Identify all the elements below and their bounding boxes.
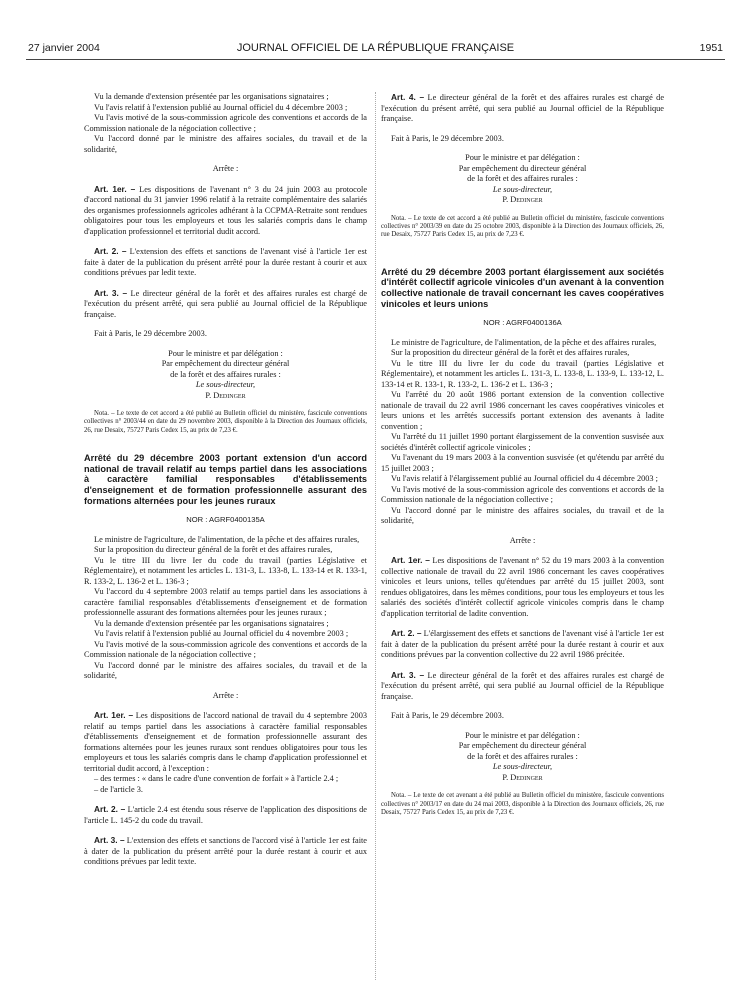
decree-title: Arrêté du 29 décembre 2003 portant élargissement aux sociétés d'intérêt collectif agricole vinicoles d'un avenant à la convention collective nationale de travail concernant les caves coopératives vinicoles et leurs unions: [381, 266, 664, 309]
article-label: Art. 1er. –: [94, 710, 134, 721]
article-label: Art. 3. –: [391, 669, 425, 680]
visa: Vu l'avis motivé de la sous-commission agricole des conventions et accords de la Commission nationale de la négociation collective ;: [84, 639, 367, 660]
article-label: Art. 1er. –: [94, 183, 136, 194]
visa: Vu la demande d'extension présentée par les organisations signataires ;: [94, 92, 329, 101]
article-label: Art. 4. –: [391, 92, 425, 102]
article-text: L'extension des effets et sanctions de l'accord visé à l'article 1er est faite à dater de la publication du présent arrêté pour la durée restant à courir et aux conditions prévues par ledit texte.: [84, 836, 367, 867]
visa: Vu l'avis relatif à l'extension publié au Journal officiel du 4 décembre 2003 ;: [94, 102, 348, 112]
visa: Vu l'avis motivé de la sous-commission agricole des conventions et accords de la Commission nationale de la négociation collective ;: [381, 484, 664, 505]
signature-line: Pour le ministre et par délégation :: [465, 730, 580, 740]
article-label: Art. 3. –: [94, 287, 128, 298]
signature-line: Par empêchement du directeur général: [161, 359, 290, 368]
fait-line: Fait à Paris, le 29 décembre 2003.: [94, 329, 207, 338]
signature-title: Le sous-directeur,: [195, 380, 256, 389]
signature-line: Pour le ministre et par délégation :: [168, 348, 283, 358]
visa: Vu l'avis relatif à l'extension publié au Journal officiel du 4 novembre 2003 ;: [94, 629, 349, 639]
signature-name: P. Dedinger: [205, 390, 246, 400]
fait-line: Fait à Paris, le 29 décembre 2003.: [391, 133, 504, 143]
article: [84, 246, 367, 279]
article-label: Art. 2. –: [391, 628, 422, 639]
visa: Vu l'accord donné par le ministre des affaires sociales, du travail et de la solidarité,: [381, 505, 664, 526]
article-text: L'article 2.4 est étendu sous réserve de l'application des dispositions de l'article L. 145-2 du code du travail.: [84, 805, 367, 825]
nota: Nota. – Le texte de cet avenant a été publié au Bulletin officiel du ministère, fascicule conventions collectives n° 2003/17 en date du 24 mai 2003, disponible à la Direction des Journaux officiels, 26, rue Desaix, 75727 Paris Cedex 15, au prix de 7,23 €.: [381, 792, 664, 816]
signature-name: P. Dedinger: [502, 772, 543, 782]
article: [84, 804, 367, 826]
arrete-heading: Arrête :: [509, 535, 536, 545]
article: [381, 628, 664, 661]
article: [84, 288, 367, 321]
intro: Le ministre de l'agriculture, de l'alimentation, de la pêche et des affaires rurales,: [391, 337, 657, 347]
signature-name: P. Dedinger: [502, 195, 543, 204]
article-text: Le directeur général de la forêt et des affaires rurales est chargé de l'exécution du présent arrêté, qui sera publié au Journal officiel de la République française.: [381, 670, 664, 701]
visa: Sur la proposition du directeur général de la forêt et des affaires rurales,: [94, 545, 333, 555]
article-text: Les dispositions de l'avenant n° 3 du 24 juin 2003 au protocole d'accord national du 31 janvier 1996 relatif à la retraite complémentaire des salariés des organismes professionnels agricoles adhérant à la CCPMA-Retraite sont rendues obligatoires pour tous les employeurs et tous les salariés compris dans le champ d'application professionnel et territorial dudit accord.: [84, 184, 367, 236]
article-text: L'élargissement des effets et sanctions de l'avenant visé à l'article 1er est fait à dater de la publication du présent arrêté pour la durée restant à courir et aux conditions prévues par la convention collective du 22 avril 1986 précitée.: [381, 629, 664, 660]
visa: Vu l'accord donné par le ministre des affaires sociales, du travail et de la solidarité,: [84, 134, 367, 154]
article: [381, 92, 664, 125]
right-column: [381, 92, 664, 817]
visa: Vu l'arrêté du 20 août 1986 portant extension de la convention collective nationale de travail du 22 avril 1986 concernant les caves coopératives vinicoles et leurs unions et les arrêtés successifs portant extension des avenants à ladite convention ;: [381, 390, 664, 431]
signature-line: Par empêchement du directeur général: [458, 741, 587, 751]
header-page-number: 1951: [699, 42, 723, 54]
visa: Vu l'accord du 4 septembre 2003 relatif au temps partiel dans les associations à caractère familial responsables d'établissements d'enseignement et de formation professionnelle assurant des formations alternées pour les jeunes ruraux ;: [84, 587, 367, 618]
arrete-heading: Arrête :: [212, 690, 239, 700]
article-label: Art. 1er. –: [391, 555, 430, 566]
nota: Nota. – Le texte de cet accord a été publié au Bulletin officiel du ministère, fascicule conventions collectives n° 2003/44 en date du 29 novembre 2003, disponible à la Direction des Journaux officiels, 26, rue Desaix, 75727 Paris Cedex 15, au prix de 7,23 €.: [84, 410, 367, 434]
signature-line: de la forêt et des affaires rurales :: [170, 369, 281, 379]
arrete-heading: Arrête :: [212, 164, 239, 173]
visa: Vu le titre III du livre Ier du code du travail (parties Législative et Réglementaire), et notamment les articles L. 131-3, L. 133-8, L. 133-9, L. 133-12, L. 133-14 et R. 133-1, R. 133-2, L. 136-2 et L. 136-3 ;: [381, 358, 664, 389]
exception-item: – de l'article 3.: [94, 784, 143, 794]
left-column: [84, 92, 367, 868]
visa: Sur la proposition du directeur général de la forêt et des affaires rurales,: [391, 348, 630, 358]
article-text: Le directeur général de la forêt et des affaires rurales est chargé de l'exécution du présent arrêté, qui sera publié au Journal officiel de la République française.: [381, 93, 664, 123]
page-header: [28, 42, 723, 56]
intro: Le ministre de l'agriculture, de l'alimentation, de la pêche et des affaires rurales,: [94, 534, 360, 544]
visa: Vu le titre III du livre Ier du code du travail (parties Législative et Réglementaire), et notamment les articles L. 131-3, L. 133-8, L. 133-14 et R. 133-1, R. 133-2, L. 136-2 et L. 136-3 ;: [84, 555, 367, 586]
article-text: Les dispositions de l'accord national de travail du 4 septembre 2003 relatif au temps partiel dans les associations à caractère familial responsables d'établissements d'enseignement et de formation professionnelle assurant des formations alternées pour les jeunes ruraux sont rendues obligatoires pour tous les employeurs et tous les salariés compris dans le champ d'application professionnel et territorial dudit accord, à l'exception :: [84, 711, 367, 773]
exception-item: – des termes : « dans le cadre d'une convention de forfait » à l'article 2.4 ;: [94, 774, 339, 784]
article: [84, 835, 367, 868]
visa: Vu l'arrêté du 11 juillet 1990 portant élargissement de la convention susvisée aux sociétés d'intérêt collectif agricole vinicoles ;: [381, 432, 664, 452]
article-text: Les dispositions de l'avenant n° 52 du 19 mars 2003 à la convention collective nationale de travail du 22 avril 1986 concernant les caves coopératives vinicoles et leurs unions, telles qu'étendues par arrêté du 15 juillet 2003, sont rendues obligatoires, dans les mêmes conditions, pour tous les employeurs et tous les salariés des sociétés d'intérêt collectif agricole vinicoles compris dans le champ d'application territorial de ladite convention.: [381, 556, 664, 618]
article-label: Art. 2. –: [94, 804, 126, 815]
article-label: Art. 2. –: [94, 246, 127, 256]
article-label: Art. 3. –: [94, 835, 125, 846]
signature-line: Pour le ministre et par délégation :: [465, 153, 580, 162]
nota: Nota. – Le texte de cet accord a été publié au Bulletin officiel du ministère, fascicule conventions collectives n° 2003/39 en date du 25 octobre 2003, disponible à la Direction des Journaux officiels, 26, rue Desaix, 75727 Paris Cedex 15, au prix de 7,23 €.: [381, 214, 664, 239]
article-text: Le directeur général de la forêt et des affaires rurales est chargé de l'exécution du présent arrêté, qui sera publié au Journal officiel de la République française.: [84, 288, 367, 319]
article: [381, 555, 664, 619]
visa: Vu la demande d'extension présentée par les organisations signataires ;: [94, 618, 329, 628]
signature-line: Par empêchement du directeur général: [458, 163, 587, 173]
article: [84, 184, 367, 238]
nor-reference: NOR : AGRF0400135A: [186, 515, 265, 525]
visa: Vu l'avis relatif à l'élargissement publié au Journal officiel du 4 décembre 2003 ;: [391, 474, 658, 484]
column-divider: [375, 92, 376, 980]
signature-line: de la forêt et des affaires rurales :: [467, 751, 578, 761]
article-text: L'extension des effets et sanctions de l'avenant visé à l'article 1er est faite à dater de la publication du présent arrêté pour la durée restant à courir et aux conditions prévues par ledit texte.: [84, 247, 368, 277]
fait-line: Fait à Paris, le 29 décembre 2003.: [391, 711, 504, 721]
header-rule: [26, 59, 725, 60]
signature-title: Le sous-directeur,: [492, 762, 553, 772]
article: [381, 670, 664, 703]
signature-title: Le sous-directeur,: [492, 184, 553, 194]
article: [84, 710, 367, 774]
visa: Vu l'avis motivé de la sous-commission agricole des conventions et accords de la Commission nationale de la négociation collective ;: [84, 113, 367, 133]
visa: Vu l'accord donné par le ministre des affaires sociales, du travail et de la solidarité,: [84, 660, 367, 681]
signature-line: de la forêt et des affaires rurales :: [467, 174, 578, 183]
nor-reference: NOR : AGRF0400136A: [483, 318, 562, 328]
header-journal-title: JOURNAL OFFICIEL DE LA RÉPUBLIQUE FRANÇAISE: [236, 42, 515, 54]
visa: Vu l'avenant du 19 mars 2003 à la convention susvisée (et qu'étendu par arrêté du 15 juillet 2003 ;: [381, 453, 664, 473]
header-date: 27 janvier 2004: [28, 42, 100, 54]
decree-title: Arrêté du 29 décembre 2003 portant extension d'un accord national de travail relatif au temps partiel dans les associations à caractère familial responsables d'établissements d'enseignement et de formation professionnelle assurant des formations alternées pour les jeunes ruraux: [84, 453, 367, 506]
